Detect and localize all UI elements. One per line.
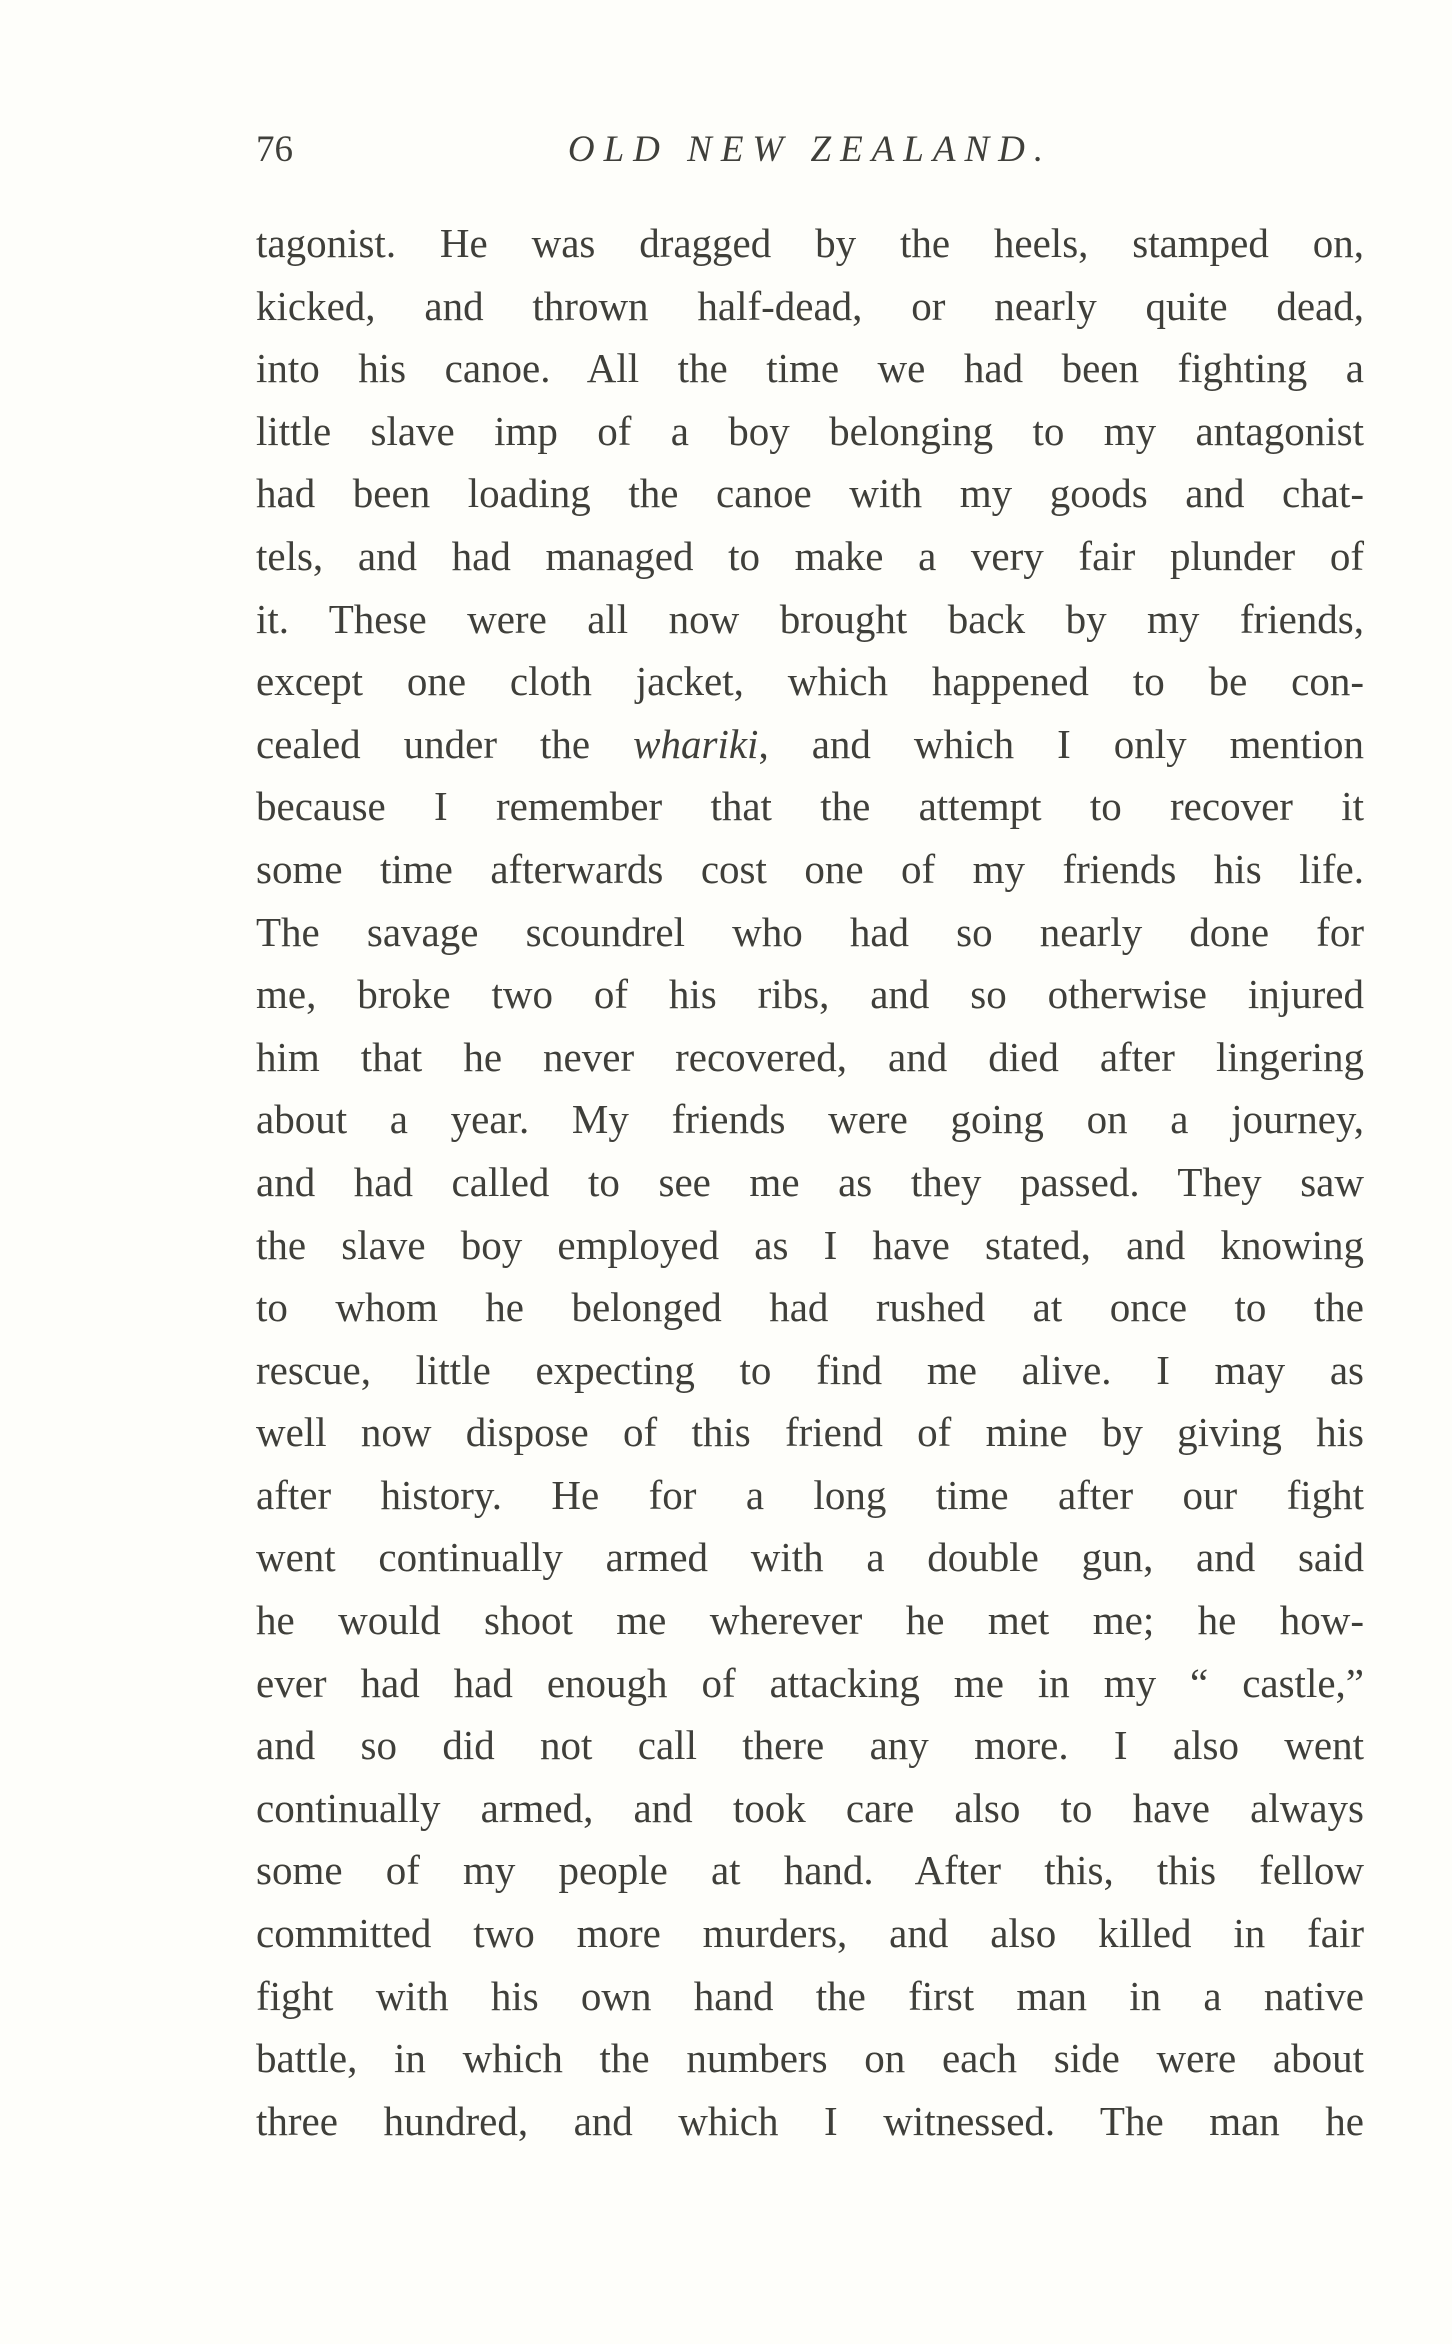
text-line: him that he never recovered, and died after lingering: [256, 1033, 1364, 1080]
text-line: except one cloth jacket, which happened to be con-: [256, 658, 1364, 705]
text-line: well now dispose of this friend of mine by giving his: [256, 1409, 1364, 1456]
body-text: [256, 212, 1364, 2152]
text-line: and so did not call there any more. I also went: [256, 1722, 1364, 1769]
text-line: little slave imp of a boy belonging to my antagonist: [256, 407, 1364, 454]
text-line: kicked, and thrown half-dead, or nearly quite dead,: [256, 282, 1364, 329]
text-line: committed two more murders, and also killed in fair: [256, 1910, 1364, 1957]
running-title: OLD NEW ZEALAND.: [567, 129, 1053, 170]
text-line: and had called to see me as they passed. They saw: [256, 1158, 1364, 1205]
text-line: three hundred, and which I witnessed. The man he: [256, 2097, 1364, 2144]
text-line: because I remember that the attempt to recover it: [256, 783, 1364, 830]
running-header: [256, 128, 1364, 178]
text-line: he would shoot me wherever he met me; he how-: [256, 1597, 1364, 1644]
text-line: ever had had enough of attacking me in my “ castle,”: [256, 1659, 1364, 1706]
text-line: into his canoe. All the time we had been fighting a: [256, 345, 1364, 392]
text-line: to whom he belonged had rushed at once to the: [256, 1284, 1364, 1331]
page-number: 76: [256, 129, 293, 170]
text-line: cealed under the whariki, and which I only mention: [256, 720, 1365, 767]
text-line: battle, in which the numbers on each side were about: [256, 2035, 1364, 2082]
text-line: the slave boy employed as I have stated, and knowing: [256, 1221, 1364, 1268]
text-line: tels, and had managed to make a very fair plunder of: [256, 532, 1364, 579]
text-line: tagonist. He was dragged by the heels, stamped on,: [256, 220, 1364, 266]
text-line: fight with his own hand the first man in a native: [256, 1972, 1364, 2019]
text-line: after history. He for a long time after our fight: [256, 1471, 1364, 1518]
text-line: me, broke two of his ribs, and so otherwise injured: [256, 971, 1364, 1018]
text-line: some of my people at hand. After this, this fellow: [256, 1847, 1364, 1894]
text-line: The savage scoundrel who had so nearly done for: [256, 908, 1364, 955]
text-line: had been loading the canoe with my goods and chat-: [256, 470, 1364, 517]
text-line: it. These were all now brought back by my friends,: [256, 595, 1364, 642]
text-line: continually armed, and took care also to have always: [256, 1784, 1364, 1831]
text-line: about a year. My friends were going on a journey,: [256, 1096, 1364, 1143]
text-line: went continually armed with a double gun, and said: [256, 1534, 1364, 1581]
text-line: rescue, little expecting to find me alive. I may as: [256, 1346, 1364, 1393]
text-line: some time afterwards cost one of my friends his life.: [256, 845, 1364, 892]
